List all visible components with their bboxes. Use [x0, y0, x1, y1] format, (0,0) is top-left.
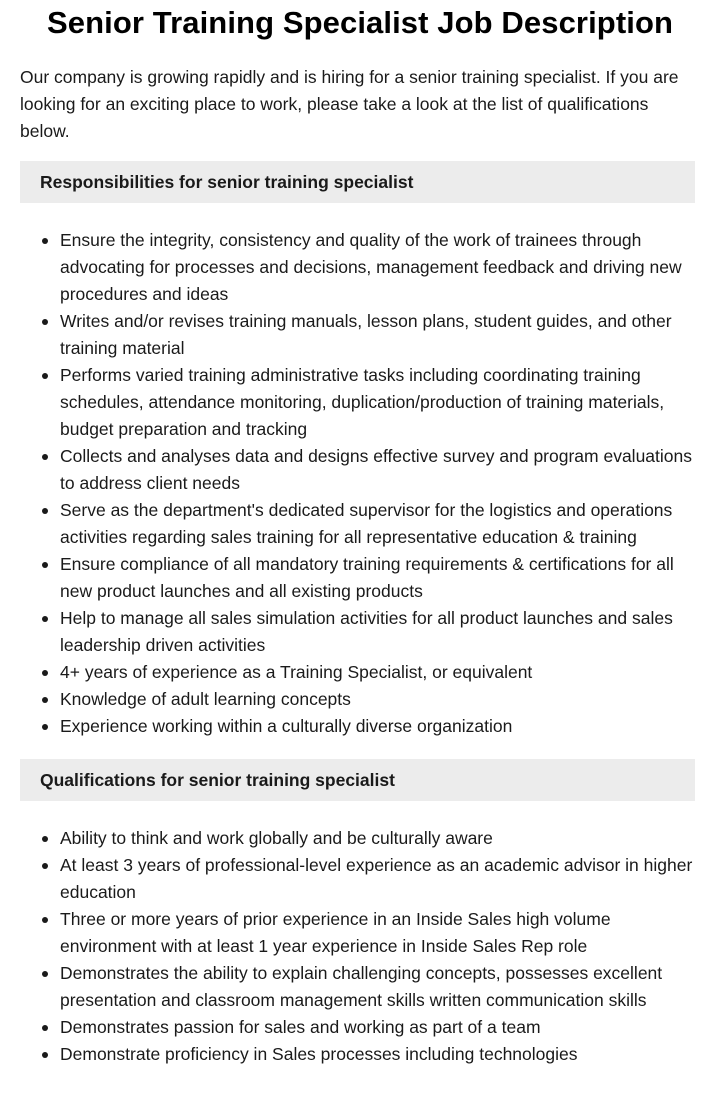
list-item: Ability to think and work globally and be culturally aware [60, 825, 695, 852]
list-item: Serve as the department's dedicated supervisor for the logistics and operations activities regarding sales training for all representative education & training [60, 497, 695, 551]
list-item: Ensure compliance of all mandatory training requirements & certifications for all new product launches and all existing products [60, 551, 695, 605]
list-item: At least 3 years of professional-level experience as an academic advisor in higher education [60, 852, 695, 906]
list-item: 4+ years of experience as a Training Specialist, or equivalent [60, 659, 695, 686]
list-item: Writes and/or revises training manuals, lesson plans, student guides, and other training material [60, 308, 695, 362]
list-item: Collects and analyses data and designs effective survey and program evaluations to address client needs [60, 443, 695, 497]
qualifications-list [20, 825, 695, 1068]
list-item: Ensure the integrity, consistency and quality of the work of trainees through advocating for processes and decisions, management feedback and driving new procedures and ideas [60, 227, 695, 308]
page-title: Senior Training Specialist Job Description [46, 5, 674, 40]
list-item: Experience working within a culturally diverse organization [60, 713, 695, 740]
list-item: Knowledge of adult learning concepts [60, 686, 695, 713]
list-item: Help to manage all sales simulation activities for all product launches and sales leadership driven activities [60, 605, 695, 659]
qualifications-heading: Qualifications for senior training specialist [20, 759, 695, 801]
list-item: Demonstrate proficiency in Sales processes including technologies [60, 1041, 695, 1068]
responsibilities-heading: Responsibilities for senior training specialist [20, 161, 695, 203]
list-item: Performs varied training administrative tasks including coordinating training schedules, attendance monitoring, duplication/production of training materials, budget preparation and tracking [60, 362, 695, 443]
list-item: Demonstrates the ability to explain challenging concepts, possesses excellent presentation and classroom management skills written communication skills [60, 960, 695, 1014]
intro-paragraph: Our company is growing rapidly and is hiring for a senior training specialist. If you are looking for an exciting place to work, please take a look at the list of qualifications below. [20, 67, 679, 141]
list-item: Demonstrates passion for sales and working as part of a team [60, 1014, 695, 1041]
list-item: Three or more years of prior experience in an Inside Sales high volume environment with at least 1 year experience in Inside Sales Rep role [60, 906, 695, 960]
responsibilities-list [20, 227, 695, 740]
